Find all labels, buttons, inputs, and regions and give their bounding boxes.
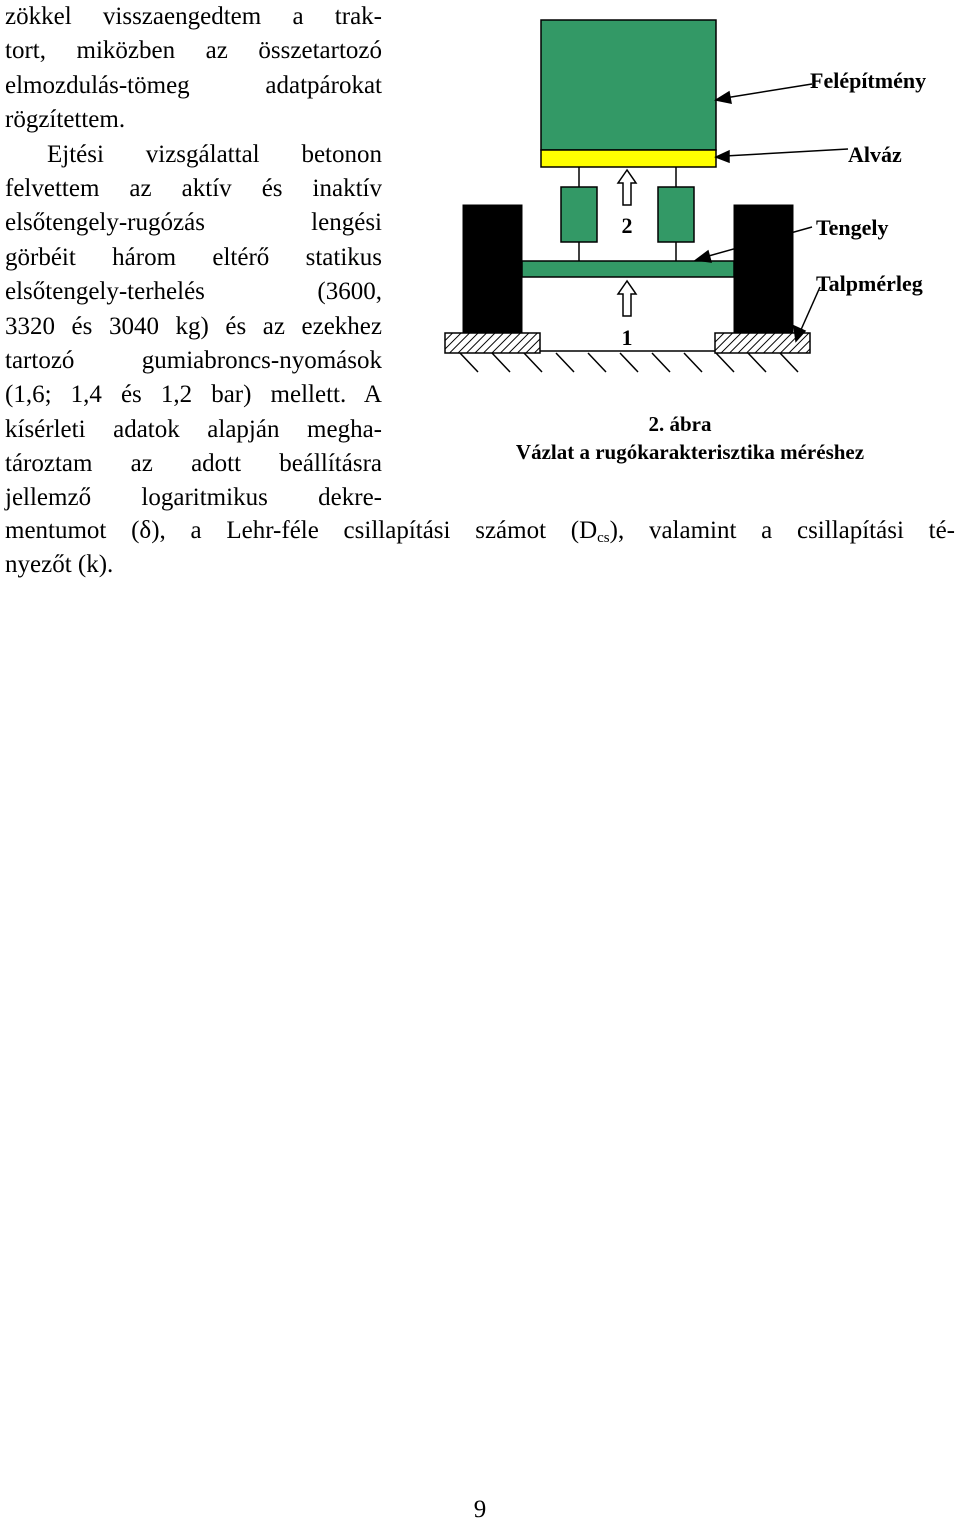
text-segment: ), valamint a csillapítási té-	[609, 517, 956, 544]
text-line: (1,6; 1,4 és 1,2 bar) mellett. A	[5, 381, 382, 409]
label-superstructure: Felépítmény	[810, 68, 927, 93]
spring-left	[561, 187, 597, 242]
text-line: Ejtési vizsgálattal betonon	[47, 140, 382, 168]
text-line: elsőtengely-rugózás lengési	[5, 209, 382, 237]
text-line: rögzítettem.	[5, 106, 126, 134]
text-line: elsőtengely-terhelés (3600,	[5, 278, 382, 306]
figure-caption-number: 2. ábra	[648, 412, 712, 436]
text-line: 3320 és 3040 kg) és az ezekhez	[5, 312, 382, 340]
left-column-text	[5, 0, 382, 516]
full-width-text	[5, 514, 955, 583]
arrow-up-upper-icon	[618, 170, 636, 205]
page-number: 9	[473, 1496, 487, 1523]
ground-hatching	[460, 353, 798, 372]
text-line: görbéit három eltérő statikus	[5, 243, 382, 271]
figure-caption-text: Vázlat a rugókarakterisztika méréshez	[515, 440, 865, 464]
text-line: tároztam az adott beállításra	[5, 450, 382, 478]
spring-right	[658, 187, 694, 242]
subscript-cs: cs	[597, 530, 610, 546]
marker-lower-label: 1	[621, 325, 633, 350]
spring-measurement-sketch	[420, 0, 960, 400]
text-segment: mentumot (δ), a Lehr-féle csillapítási számot (D	[5, 517, 598, 544]
text-line: zökkel visszaengedtem a trak-	[5, 3, 382, 30]
text-line	[5, 514, 955, 548]
text-line: tartozó gumiabroncs-nyomások	[5, 346, 382, 374]
wheel-left	[463, 205, 522, 332]
text-line: felvettem az aktív és inaktív	[5, 174, 382, 202]
text-line: jellemző logaritmikus dekre-	[5, 484, 382, 512]
axle-bar	[522, 261, 734, 277]
figure-diagram	[420, 0, 960, 480]
text-line: elmozdulás-tömeg adatpárokat	[5, 71, 382, 99]
superstructure-block	[541, 20, 716, 150]
scale-platform-left	[445, 333, 540, 353]
text-line: tort, miközben az összetartozó	[5, 37, 382, 65]
label-scale: Talpmérleg	[816, 271, 923, 296]
label-chassis: Alváz	[848, 142, 902, 167]
chassis-band	[541, 150, 716, 167]
wheel-right	[734, 205, 793, 332]
text-line: nyezőt (k).	[5, 551, 114, 579]
text-line: kísérleti adatok alapján megha-	[5, 415, 382, 443]
label-axle: Tengely	[816, 215, 889, 240]
arrow-up-lower-icon	[618, 281, 636, 316]
marker-upper-label: 2	[621, 213, 633, 238]
